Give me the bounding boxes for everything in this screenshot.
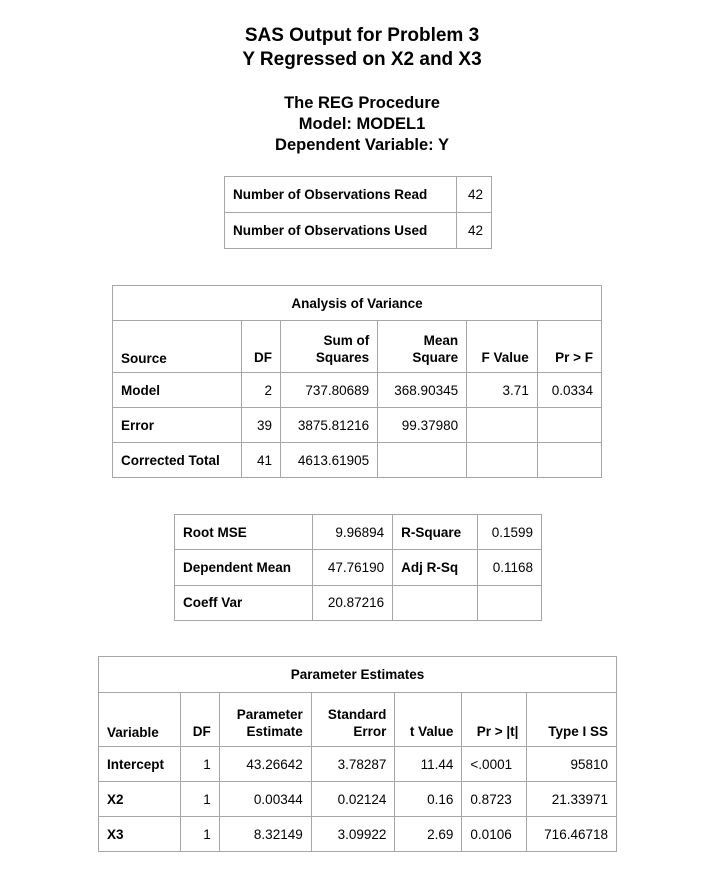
intercept-estimate: 43.26642 [219, 747, 311, 782]
row-label-model: Model [113, 373, 242, 408]
model-f: 3.71 [467, 373, 538, 408]
intercept-se: 3.78287 [311, 747, 395, 782]
x2-t: 0.16 [395, 782, 462, 817]
table-row [99, 817, 617, 852]
row-label-x2: X2 [99, 782, 181, 817]
coeff-var-label: Coeff Var [175, 585, 313, 620]
obs-used-value: 42 [456, 213, 491, 249]
est-header-line2: Estimate [246, 724, 303, 739]
dependent-variable: Dependent Variable: Y [275, 136, 449, 154]
root-mse-label: Root MSE [175, 515, 313, 550]
table-row [225, 213, 492, 249]
se-header-line2: Error [353, 724, 387, 739]
r-square-label: R-Square [393, 515, 478, 550]
error-ss: 3875.81216 [281, 408, 378, 443]
total-f [467, 443, 538, 478]
obs-used-label: Number of Observations Used [225, 213, 457, 249]
x2-estimate: 0.00344 [219, 782, 311, 817]
obs-read-value: 42 [456, 177, 491, 213]
obs-read-label: Number of Observations Read [225, 177, 457, 213]
empty-value-cell [477, 585, 541, 620]
est-header-line1: Parameter [236, 707, 303, 722]
table-row [113, 373, 602, 408]
x3-t: 2.69 [395, 817, 462, 852]
ss-header-line2: Squares [315, 350, 370, 365]
x3-df: 1 [180, 817, 219, 852]
params-caption-row [99, 657, 617, 693]
anova-caption-row [113, 286, 602, 321]
total-ms [378, 443, 467, 478]
empty-label-cell [393, 585, 478, 620]
error-ms: 99.37980 [378, 408, 467, 443]
title-line-2: Y Regressed on X2 and X3 [242, 49, 482, 70]
output-titles [0, 24, 724, 72]
table-row [175, 550, 542, 585]
coeff-var-value: 20.87216 [312, 585, 393, 620]
row-label-x3: X3 [99, 817, 181, 852]
intercept-p: <.0001 [462, 747, 527, 782]
table-row [99, 782, 617, 817]
ms-header-line1: Mean [423, 333, 459, 348]
row-label-intercept: Intercept [99, 747, 181, 782]
table-row [225, 177, 492, 213]
fit-statistics-table [174, 514, 542, 621]
row-label-error: Error [113, 408, 242, 443]
adj-r-sq-value: 0.1168 [477, 550, 541, 585]
dependent-mean-value: 47.76190 [312, 550, 393, 585]
x2-ss: 21.33971 [527, 782, 617, 817]
x3-se: 3.09922 [311, 817, 395, 852]
intercept-ss: 95810 [527, 747, 617, 782]
x3-ss: 716.46718 [527, 817, 617, 852]
r-square-value: 0.1599 [477, 515, 541, 550]
col-header-variable: Variable [99, 693, 181, 747]
anova-table [112, 285, 602, 478]
x3-estimate: 8.32149 [219, 817, 311, 852]
error-df: 39 [242, 408, 281, 443]
col-header-parameter-estimate [219, 693, 311, 747]
adj-r-sq-label: Adj R-Sq [393, 550, 478, 585]
table-row [175, 515, 542, 550]
intercept-df: 1 [180, 747, 219, 782]
total-df: 41 [242, 443, 281, 478]
procedure-name: The REG Procedure [284, 94, 440, 112]
procedure-header [0, 93, 724, 156]
se-header-line1: Standard [327, 707, 387, 722]
table-row [99, 747, 617, 782]
error-p [537, 408, 601, 443]
intercept-t: 11.44 [395, 747, 462, 782]
anova-caption: Analysis of Variance [113, 286, 602, 321]
root-mse-value: 9.96894 [312, 515, 393, 550]
x2-se: 0.02124 [311, 782, 395, 817]
table-row [113, 443, 602, 478]
model-df: 2 [242, 373, 281, 408]
col-header-df: DF [180, 693, 219, 747]
params-caption: Parameter Estimates [99, 657, 617, 693]
table-row [175, 585, 542, 620]
ms-header-line2: Square [412, 350, 459, 365]
parameter-estimates-table [98, 656, 617, 852]
row-label-corrected-total: Corrected Total [113, 443, 242, 478]
col-header-f-value: F Value [467, 321, 538, 373]
model-p: 0.0334 [537, 373, 601, 408]
col-header-mean-square [378, 321, 467, 373]
observations-table [224, 176, 492, 249]
col-header-standard-error [311, 693, 395, 747]
ss-header-line1: Sum of [323, 333, 370, 348]
col-header-pr-f: Pr > F [537, 321, 601, 373]
total-ss: 4613.61905 [281, 443, 378, 478]
table-row [113, 408, 602, 443]
title-line-1: SAS Output for Problem 3 [244, 25, 480, 46]
col-header-pr-t: Pr > |t| [462, 693, 527, 747]
x2-p: 0.8723 [462, 782, 527, 817]
error-f [467, 408, 538, 443]
x3-p: 0.0106 [462, 817, 527, 852]
col-header-t-value: t Value [395, 693, 462, 747]
x2-df: 1 [180, 782, 219, 817]
anova-header-row [113, 321, 602, 373]
col-header-df: DF [242, 321, 281, 373]
total-p [537, 443, 601, 478]
model-name: Model: MODEL1 [298, 115, 426, 133]
col-header-type-i-ss: Type I SS [527, 693, 617, 747]
model-ms: 368.90345 [378, 373, 467, 408]
model-ss: 737.80689 [281, 373, 378, 408]
dependent-mean-label: Dependent Mean [175, 550, 313, 585]
params-header-row [99, 693, 617, 747]
col-header-sum-of-squares [281, 321, 378, 373]
col-header-source: Source [113, 321, 242, 373]
